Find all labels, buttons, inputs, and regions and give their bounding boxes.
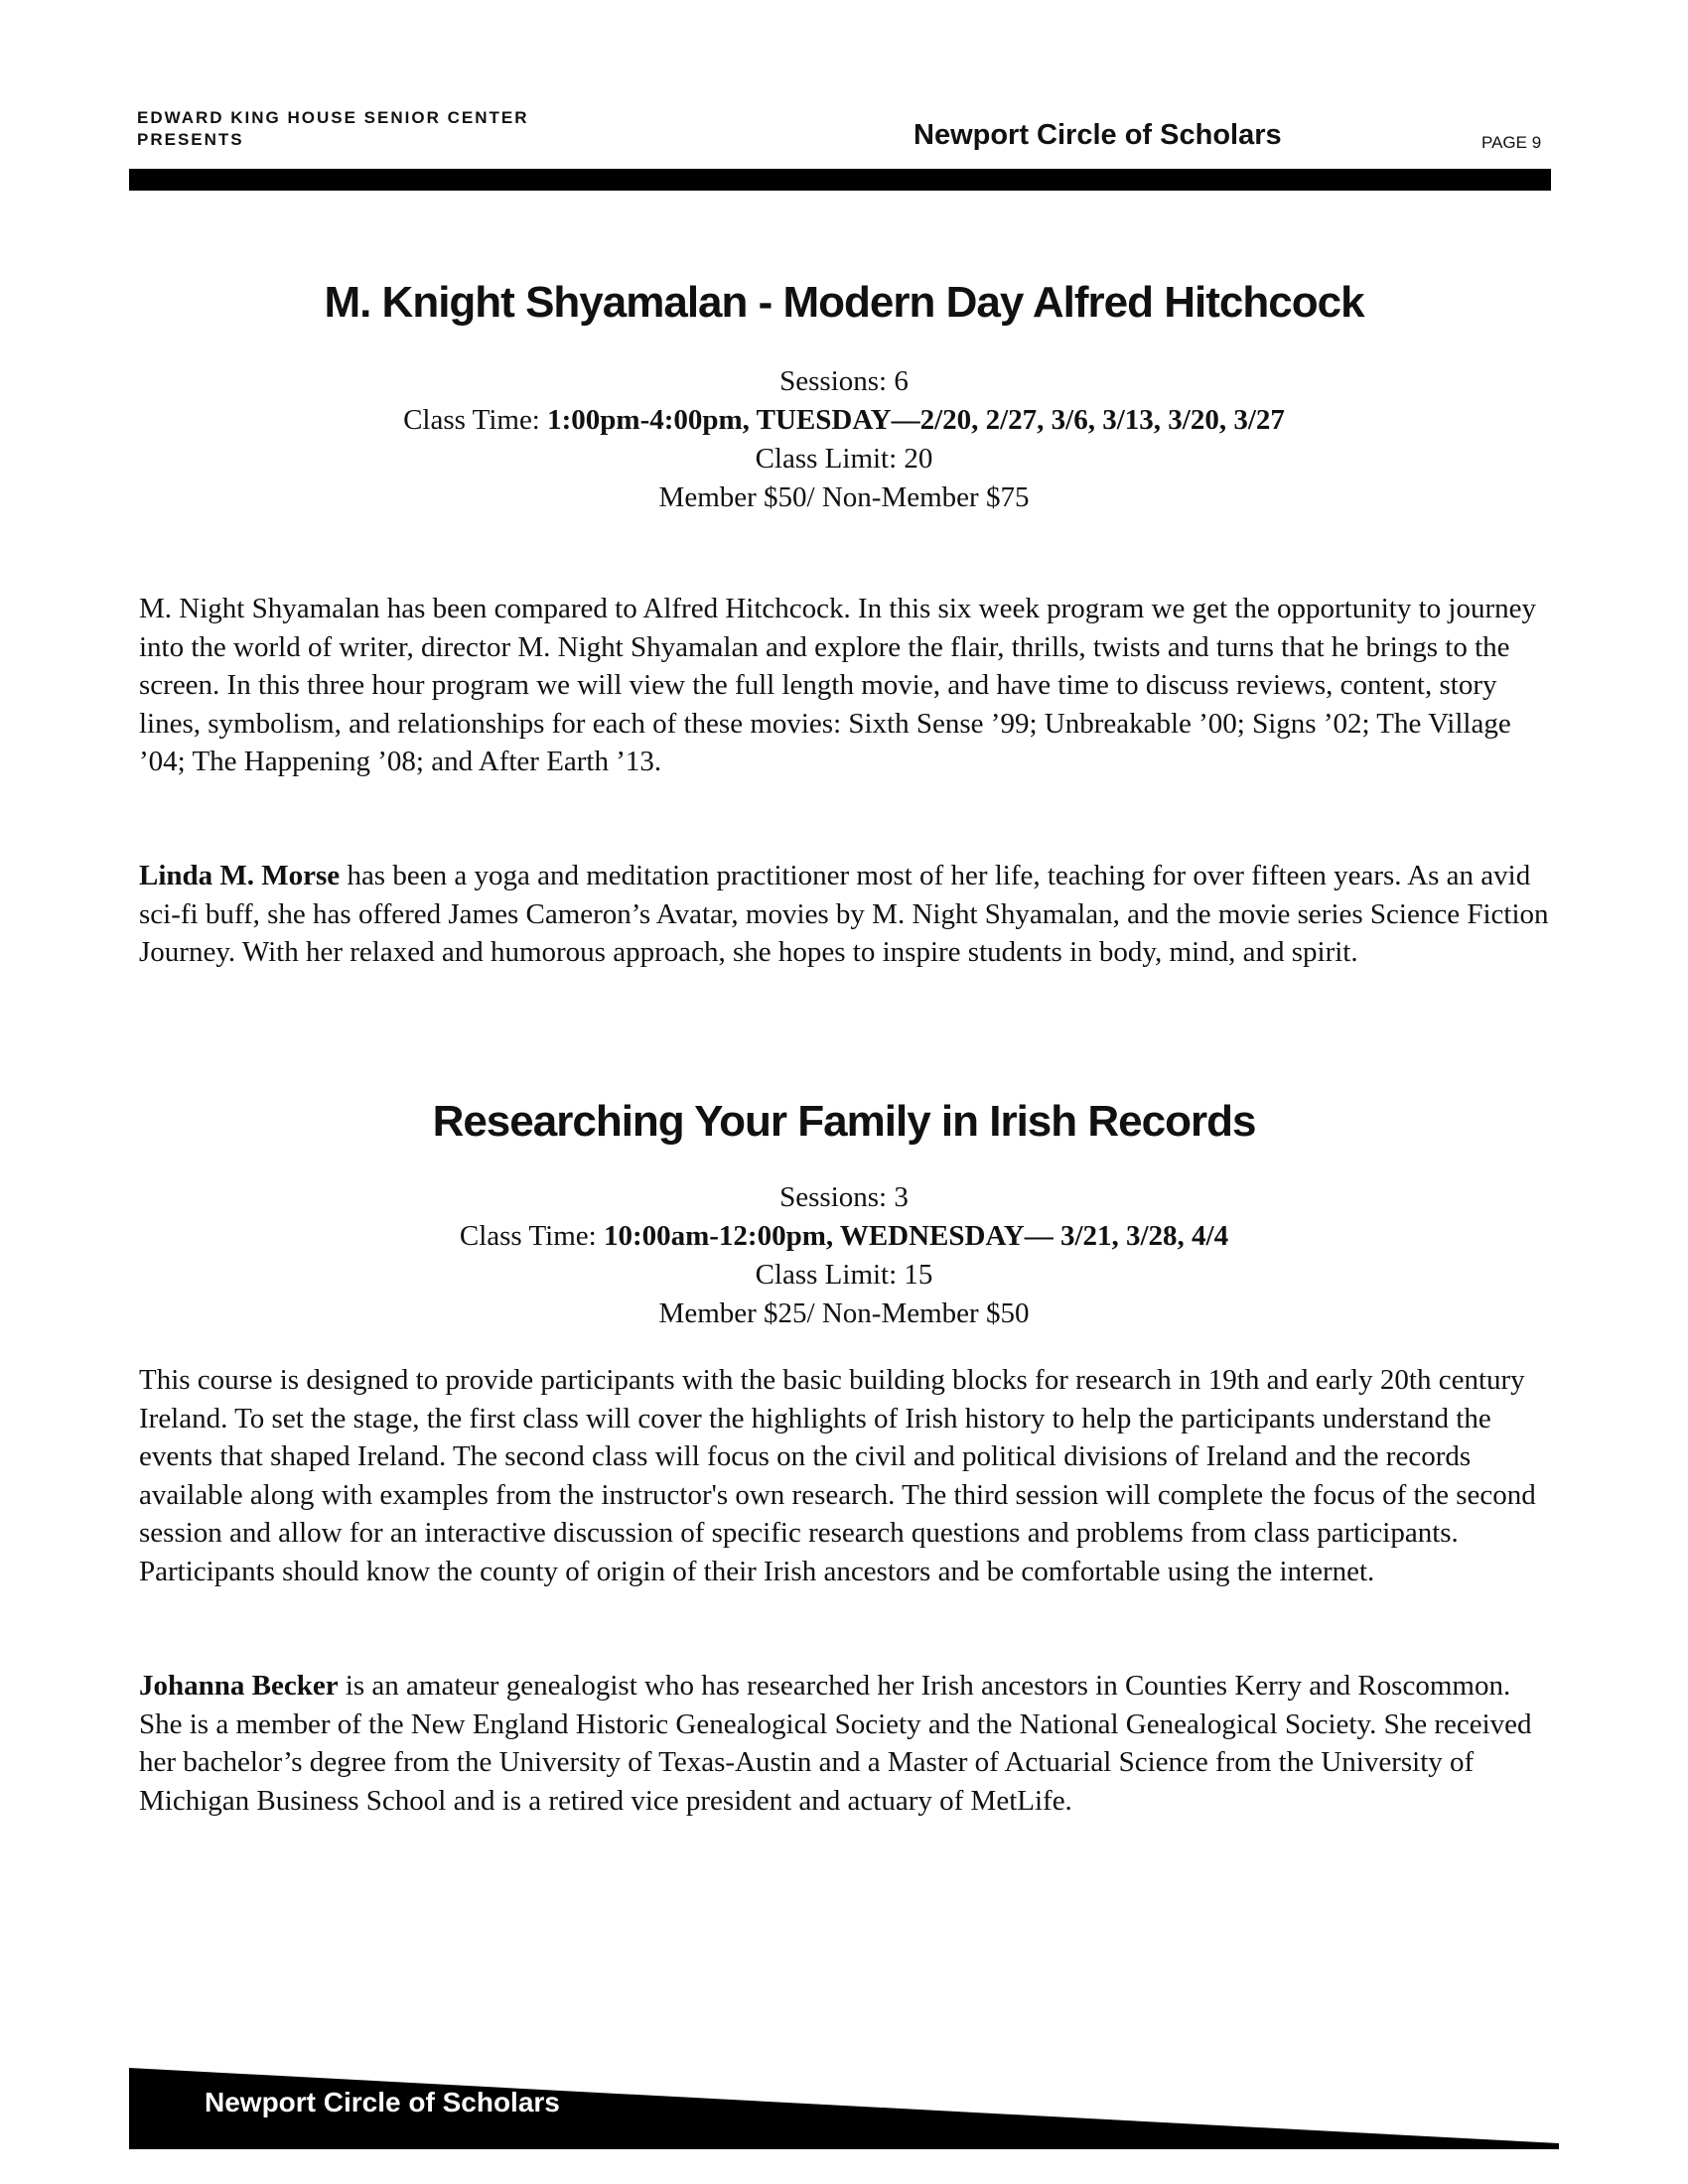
course-info-irish-records — [0, 1178, 1688, 1333]
header-org-line-1: EDWARD KING HOUSE SENIOR CENTER — [137, 108, 529, 127]
page-number: PAGE 9 — [1481, 133, 1542, 152]
course-price: Member $25/ Non-Member $50 — [658, 1297, 1030, 1329]
course-title-shyamalan: M. Knight Shyamalan - Modern Day Alfred Hitchcock — [324, 278, 1364, 327]
course-info-shyamalan — [0, 362, 1688, 517]
instructor-bio-irish-records — [139, 1667, 1549, 1820]
header-rule — [129, 169, 1551, 191]
class-time-label: Class Time: — [459, 1220, 604, 1252]
course-description-shyamalan: M. Night Shyamalan has been compared to Alfred Hitchcock. In this six week program we get the opportunity to journey into the world of writer, director M. Night Shyamalan and explore the flair, thrills, twists and turns that he brings to the screen. In this three hour program we will view the full length movie, and have time to discuss reviews, content, story lines, symbolism, and relationships for each of these movies: Sixth Sense ’99; Unbreakable ’00; Signs ’02; The Village ’04; The Happening ’08; and After Earth ’13. — [139, 593, 1536, 777]
class-time-value: 1:00pm-4:00pm, TUESDAY—2/20, 2/27, 3/6, 3/13, 3/20, 3/27 — [547, 404, 1285, 436]
footer-newsletter-title: Newport Circle of Scholars — [205, 2087, 560, 2117]
header-org-line-2: PRESENTS — [137, 130, 244, 149]
class-time — [0, 401, 1688, 440]
instructor-name: Linda M. Morse — [139, 860, 341, 891]
instructor-bio-text: has been a yoga and meditation practitioner most of her life, teaching for over fifteen years. As an avid sci-fi buff, she has offered James Cameron’s Avatar, movies by M. Night Shyamalan, and the movie series Science Fiction Journey. With her relaxed and humorous approach, she hopes to inspire students in body, mind, and spirit. — [139, 860, 1549, 968]
sessions-count: Sessions: 3 — [779, 1181, 909, 1213]
instructor-bio-shyamalan — [139, 857, 1549, 972]
class-limit: Class Limit: 20 — [755, 443, 933, 475]
course-price: Member $50/ Non-Member $75 — [658, 481, 1030, 513]
class-time-label: Class Time: — [403, 404, 548, 436]
class-time-value: 10:00am-12:00pm, WEDNESDAY— 3/21, 3/28, 4/4 — [603, 1220, 1229, 1252]
sessions-count: Sessions: 6 — [779, 365, 909, 397]
header-newsletter-title: Newport Circle of Scholars — [914, 119, 1282, 151]
instructor-bio-text: is an amateur genealogist who has researched her Irish ancestors in Counties Kerry and Roscommon. She is a member of the New England Historic Genealogical Society and the National Genealogical Society. She received her bachelor’s degree from the University of Texas-Austin and a Master of Actuarial Science from the University of Michigan Business School and is a retired vice president and actuary of MetLife. — [139, 1670, 1532, 1817]
course-title-irish-records: Researching Your Family in Irish Records — [432, 1097, 1256, 1146]
course-description-irish-records: This course is designed to provide participants with the basic building blocks for research in 19th and early 20th century Ireland. To set the stage, the first class will cover the highlights of Irish history to help the participants understand the events that shaped Ireland. The second class will focus on the civil and political divisions of Ireland and the records available along with examples from the instructor's own research. The third session will complete the focus of the second session and allow for an interactive discussion of specific research questions and problems from class participants. Participants should know the county of origin of their Irish ancestors and be comfortable using the internet. — [139, 1364, 1536, 1587]
class-limit: Class Limit: 15 — [755, 1259, 933, 1291]
header-organization — [137, 107, 528, 151]
class-time — [0, 1217, 1688, 1256]
instructor-name: Johanna Becker — [139, 1670, 339, 1702]
